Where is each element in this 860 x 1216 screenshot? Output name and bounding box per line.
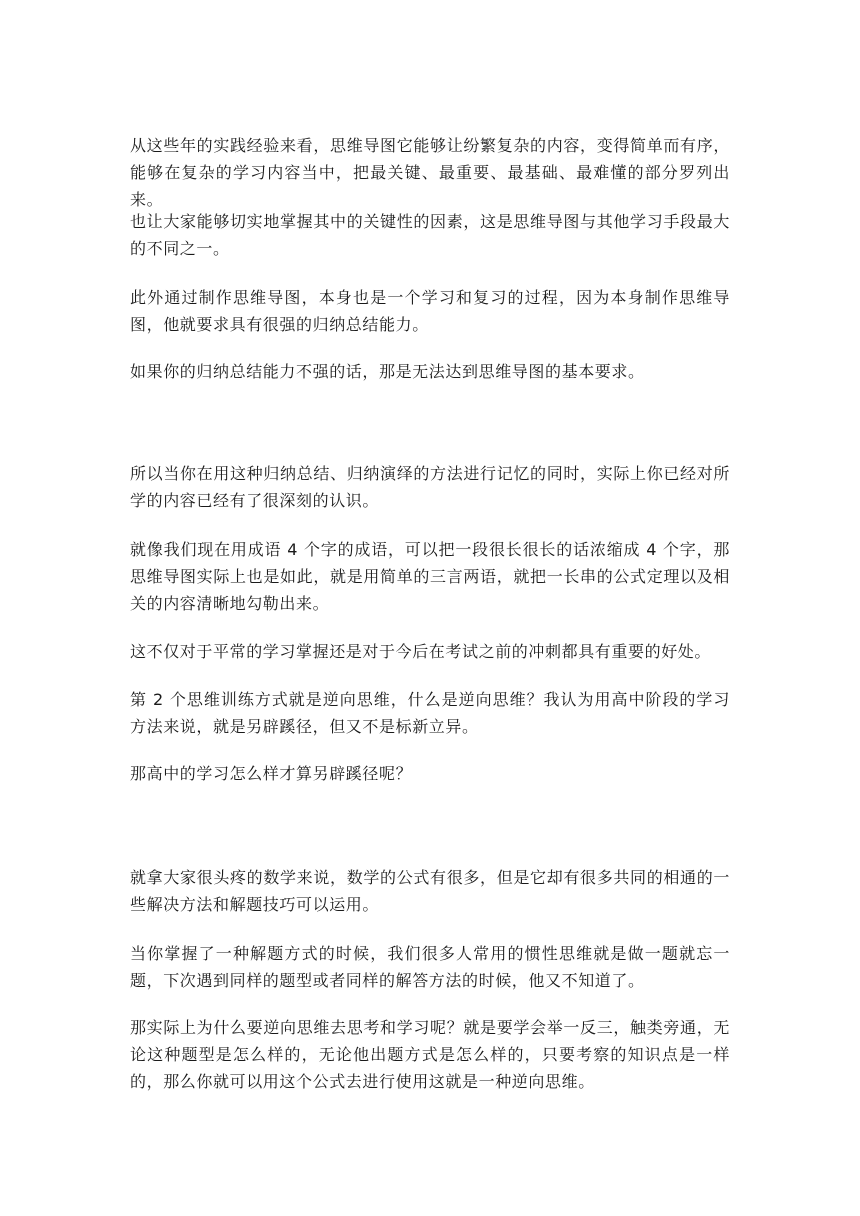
paragraph-11: 当你掌握了一种解题方式的时候，我们很多人常用的惯性思维就是做一题就忘一题，下次遇到同样的题型或者同样的解答方法的时候，他又不知道了。: [130, 944, 730, 990]
paragraph-9: 那高中的学习怎么样才算另辟蹊径呢？: [130, 764, 413, 783]
paragraph-12: 那实际上为什么要逆向思维去思考和学习呢？就是要学会举一反三，触类旁通，无论这种题型是怎么样的，无论他出题方式是怎么样的，只要考察的知识点是一样的，那么你就可以用这个公式去进行使用这就是一种逆向思维。: [130, 1018, 730, 1091]
paragraph-10: 就拿大家很头疼的数学来说，数学的公式有很多，但是它却有很多共同的相通的一些解决方法和解题技巧可以运用。: [130, 868, 730, 914]
paragraph-6: 就像我们现在用成语 4 个字的成语，可以把一段很长很长的话浓缩成 4 个字，那思维导图实际上也是如此，就是用简单的三言两语，就把一长串的公式定理以及相关的内容清晰地勾勒出来。: [130, 540, 730, 613]
paragraph-2: 也让大家能够切实地掌握其中的关键性的因素，这是思维导图与其他学习手段最大的不同之一。: [130, 212, 730, 258]
paragraph-5: 所以当你在用这种归纳总结、归纳演绎的方法进行记忆的同时，实际上你已经对所学的内容已经有了很深刻的认识。: [130, 464, 730, 510]
paragraph-1: 从这些年的实践经验来看，思维导图它能够让纷繁复杂的内容，变得简单而有序，能够在复杂的学习内容当中，把最关键、最重要、最基础、最难懂的部分罗列出来。: [130, 136, 730, 209]
paragraph-4: 如果你的归纳总结能力不强的话，那是无法达到思维导图的基本要求。: [130, 362, 645, 381]
paragraph-7: 这不仅对于平常的学习掌握还是对于今后在考试之前的冲刺都具有重要的好处。: [130, 642, 712, 661]
paragraph-8: 第 2 个思维训练方式就是逆向思维，什么是逆向思维？我认为用高中阶段的学习方法来说，就是另辟蹊径，但又不是标新立异。: [130, 690, 730, 736]
paragraph-3: 此外通过制作思维导图，本身也是一个学习和复习的过程，因为本身制作思维导图，他就要求具有很强的归纳总结能力。: [130, 288, 730, 334]
